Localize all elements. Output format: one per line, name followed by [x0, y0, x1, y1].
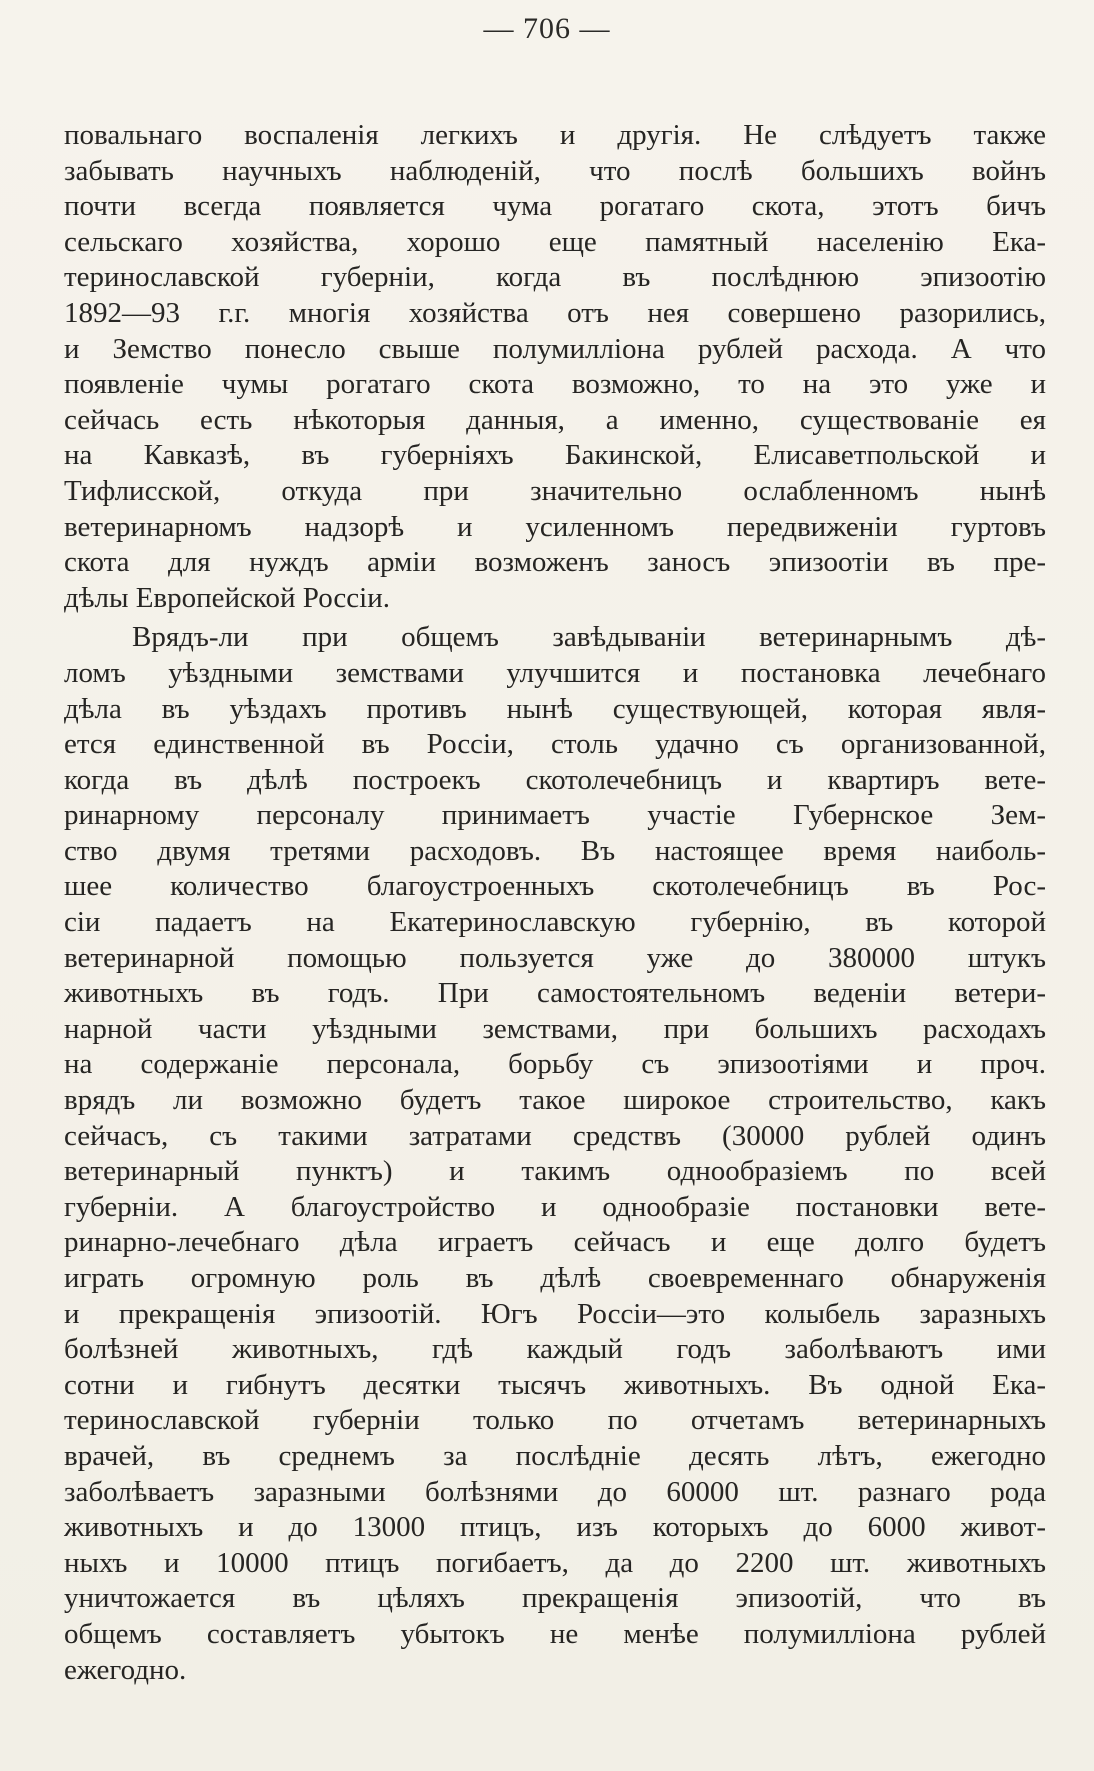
- text-line: скота для нуждъ арміи возможенъ заносъ эпизоотіи въ пре-: [64, 546, 1046, 579]
- text-line: сейчась есть нѣкоторыя данныя, а именно, существованіе ея: [64, 403, 1046, 436]
- text-line: врачей, въ среднемъ за послѣдніе десять лѣтъ, ежегодно: [64, 1439, 1046, 1472]
- text-line: на Кавказѣ, въ губерніяхъ Бакинской, Елисаветпольской и: [64, 439, 1046, 472]
- text-line: болѣзней животныхъ, гдѣ каждый годъ заболѣваютъ ими: [64, 1333, 1046, 1366]
- text-line: почти всегда появляется чума рогатаго скота, этотъ бичъ: [64, 190, 1046, 223]
- text-line: забывать научныхъ наблюденій, что послѣ большихъ войнъ: [64, 154, 1046, 187]
- text-line: сейчасъ, съ такими затратами средствъ (30000 рублей одинъ: [64, 1119, 1046, 1152]
- text-line: ство двумя третями расходовъ. Въ настоящее время наиболь-: [64, 834, 1046, 867]
- text-line: ветеринарный пунктъ) и такимъ однообразіемъ по всей: [64, 1155, 1046, 1188]
- text-line: на содержаніе персонала, борьбу съ эпизоотіями и проч.: [64, 1048, 1046, 1081]
- body-text: [64, 118, 1046, 1688]
- text-line: ется единственной въ Россіи, столь удачно съ организованной,: [64, 728, 1046, 761]
- text-line: животныхъ и до 13000 птицъ, изъ которыхъ до 6000 живот-: [64, 1511, 1046, 1544]
- text-line: дѣла въ уѣздахъ противъ нынѣ существующей, которая явля-: [64, 692, 1046, 725]
- text-line: ветеринарномъ надзорѣ и усиленномъ передвиженіи гуртовъ: [64, 510, 1046, 543]
- text-line: животныхъ въ годъ. При самостоятельномъ веденіи ветери-: [64, 977, 1046, 1010]
- text-line: заболѣваетъ заразными болѣзнями до 60000 шт. разнаго рода: [64, 1475, 1046, 1508]
- paragraph-1: [64, 118, 1046, 616]
- text-line: теринославской губерніи только по отчетамъ ветеринарныхъ: [64, 1404, 1046, 1437]
- text-line: дѣлы Европейской Россіи.: [64, 581, 390, 614]
- text-line: появленіе чумы рогатаго скота возможно, то на это уже и: [64, 368, 1046, 401]
- text-line: сіи падаетъ на Екатеринославскую губернію, въ которой: [64, 906, 1046, 939]
- text-line: ринарному персоналу принимаетъ участіе Губернское Зем-: [64, 799, 1046, 832]
- text-line: повальнаго воспаленія легкихъ и другія. Не слѣдуетъ также: [64, 119, 1046, 151]
- text-line: ломъ уѣздными земствами улучшится и постановка лечебнаго: [64, 656, 1046, 689]
- text-line: шее количество благоустроенныхъ скотолечебницъ въ Рос-: [64, 870, 1046, 903]
- text-line: нарной части уѣздными земствами, при большихъ расходахъ: [64, 1012, 1046, 1045]
- text-line: врядъ ли возможно будетъ такое широкое строительство, какъ: [64, 1084, 1046, 1117]
- text-line: теринославской губерніи, когда въ послѣднюю эпизоотію: [64, 261, 1046, 294]
- text-line: общемъ составляетъ убытокъ не менѣе полумилліона рублей: [64, 1617, 1046, 1650]
- text-line: играть огромную роль въ дѣлѣ своевременнаго обнаруженія: [64, 1262, 1046, 1294]
- text-line: губерніи. А благоустройство и однообразіе постановки вете-: [64, 1190, 1046, 1223]
- text-line: Тифлисской, откуда при значительно ослабленномъ нынѣ: [64, 474, 1046, 507]
- text-line: 1892—93 г.г. многія хозяйства отъ нея совершено разорились,: [64, 296, 1046, 329]
- text-line: сотни и гибнутъ десятки тысячъ животныхъ. Въ одной Ека-: [64, 1368, 1046, 1401]
- text-line: ежегодно.: [64, 1653, 187, 1686]
- text-line: когда въ дѣлѣ построекъ скотолечебницъ и квартиръ вете-: [64, 763, 1046, 796]
- paragraph-2: [64, 620, 1046, 1688]
- text-line: уничтожается въ цѣляхъ прекращенія эпизоотій, что въ: [64, 1582, 1046, 1615]
- text-line: ринарно-лечебнаго дѣла играетъ сейчасъ и еще долго будетъ: [64, 1226, 1046, 1259]
- text-line: сельскаго хозяйства, хорошо еще памятный населенію Ека-: [64, 225, 1046, 258]
- text-line: и Земство понесло свыше полумилліона рублей расхода. А что: [64, 332, 1046, 365]
- text-line: Врядъ-ли при общемъ завѣдываніи ветеринарнымъ дѣ-: [132, 621, 1046, 654]
- page-number: — 706 —: [483, 12, 611, 45]
- text-line: ветеринарной помощью пользуется уже до 380000 штукъ: [64, 941, 1046, 974]
- text-line: ныхъ и 10000 птицъ погибаетъ, да до 2200 шт. животныхъ: [64, 1546, 1046, 1579]
- text-line: и прекращенія эпизоотій. Югъ Россіи—это колыбель заразныхъ: [64, 1297, 1046, 1330]
